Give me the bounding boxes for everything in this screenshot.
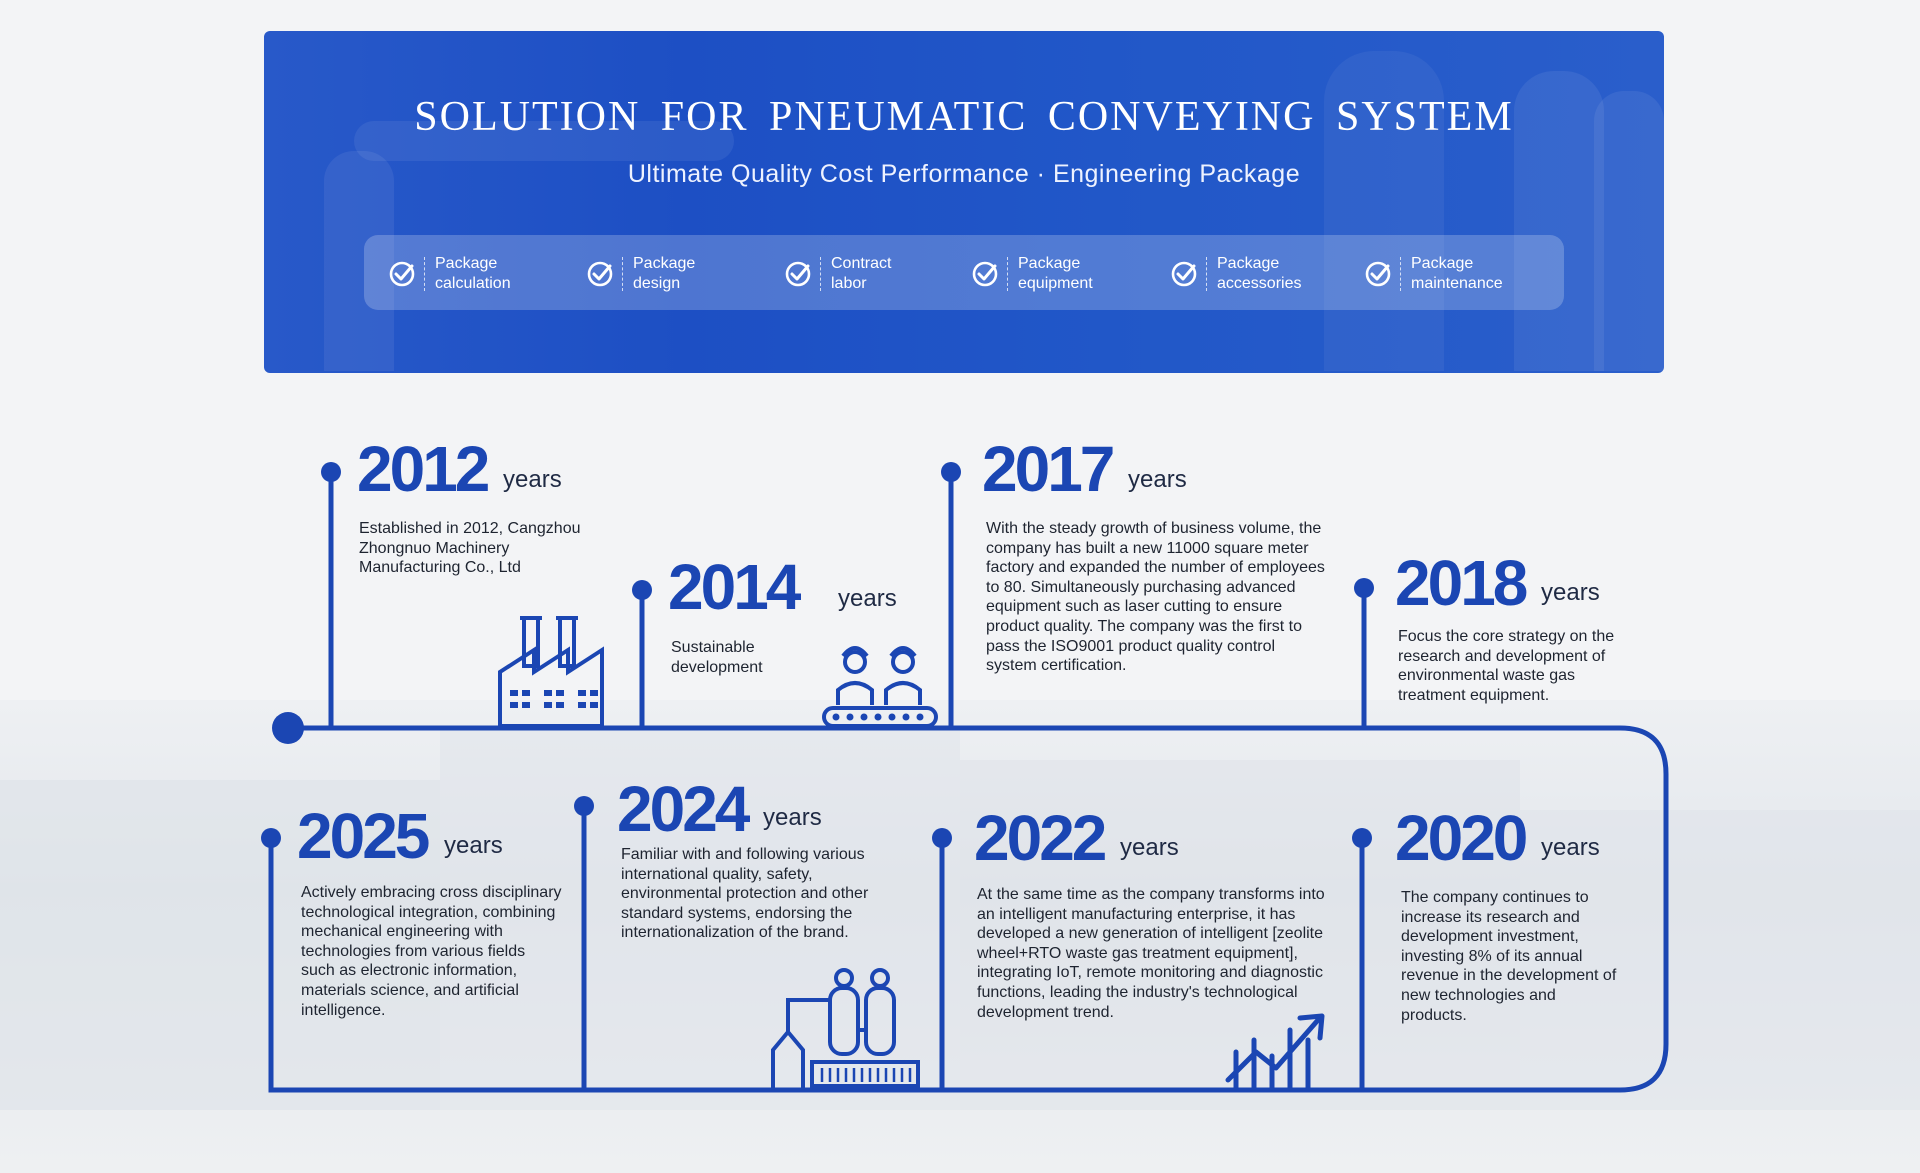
milestone-2012-text: Established in 2012, Cangzhou Zhongnuo Machinery Manufacturing Co., Ltd (359, 520, 581, 577)
milestone-2017-text: With the steady growth of business volume, the company has built a new 11000 square meter factory and expanded the number of employees to 80. Simultaneously purchasing advanced equipment such as laser cutting to ensure product quality. The company was the first to pass the ISO9001 product quality control system certification. (986, 520, 1325, 675)
feature-label: Package equipment (1018, 255, 1093, 292)
year-2025: 2025 (297, 800, 428, 872)
workers-icon (824, 648, 936, 726)
years-label: years (444, 832, 503, 859)
timeline-start-dot (272, 712, 304, 744)
years-label: years (1128, 466, 1187, 493)
milestone-dot (321, 462, 341, 482)
milestone-2020-text: The company continues to increase its research and development investment, investing 8% of its annual revenue in the development of new technologies and products. (1401, 889, 1617, 1024)
milestone-2025-text: Actively embracing cross disciplinary technological integration, combining mechanical engineering with technologies from various fields such as electronic information, materials science, and artificial intelligence. (301, 884, 562, 1019)
milestone-dot (932, 828, 952, 848)
years-label: years (763, 804, 822, 831)
milestone-dot (1352, 828, 1372, 848)
growth-chart-icon (1228, 1016, 1322, 1088)
milestone-dot (1354, 578, 1374, 598)
year-2024: 2024 (617, 773, 748, 845)
year-2018: 2018 (1395, 547, 1526, 619)
milestone-2022-text: At the same time as the company transforms into an intelligent manufacturing enterprise, it has developed a new generation of intelligent [zeolite wheel+RTO waste gas treatment equipment], integrating IoT, remote monitoring and diagnostic functions, leading the industry's technological development trend. (977, 886, 1325, 1021)
milestone-2024-text: Familiar with and following various international quality, safety, environmental protection and other standard systems, endorsing the internationalization of the brand. (621, 846, 869, 942)
factory-icon (500, 618, 602, 726)
year-2020: 2020 (1395, 802, 1526, 874)
years-label: years (503, 466, 562, 493)
years-label: years (1541, 579, 1600, 606)
year-2022: 2022 (974, 802, 1105, 874)
milestone-2014-text: Sustainable development (671, 639, 763, 676)
milestone-dot (632, 580, 652, 600)
milestone-dot (261, 828, 281, 848)
years-label: years (1120, 834, 1179, 861)
milestone-dot (574, 796, 594, 816)
plant-equipment-icon (773, 970, 918, 1088)
year-2012: 2012 (357, 433, 488, 505)
feature-label: Package maintenance (1411, 255, 1503, 292)
feature-label: Package design (633, 255, 696, 292)
feature-label: Contract labor (831, 255, 892, 292)
years-label: years (838, 585, 897, 612)
banner-subtitle: Ultimate Quality Cost Performance · Engineering Package (627, 160, 1301, 188)
feature-label: Package calculation (435, 255, 511, 292)
banner-title: SOLUTION FOR PNEUMATIC CONVEYING SYSTEM (414, 94, 1514, 140)
years-label: years (1541, 834, 1600, 861)
year-2017: 2017 (982, 433, 1113, 505)
milestone-2018-text: Focus the core strategy on the research and development of environmental waste gas treatment equipment. (1398, 628, 1615, 704)
year-2014: 2014 (668, 551, 799, 623)
feature-label: Package accessories (1217, 255, 1302, 292)
milestone-dot (941, 462, 961, 482)
